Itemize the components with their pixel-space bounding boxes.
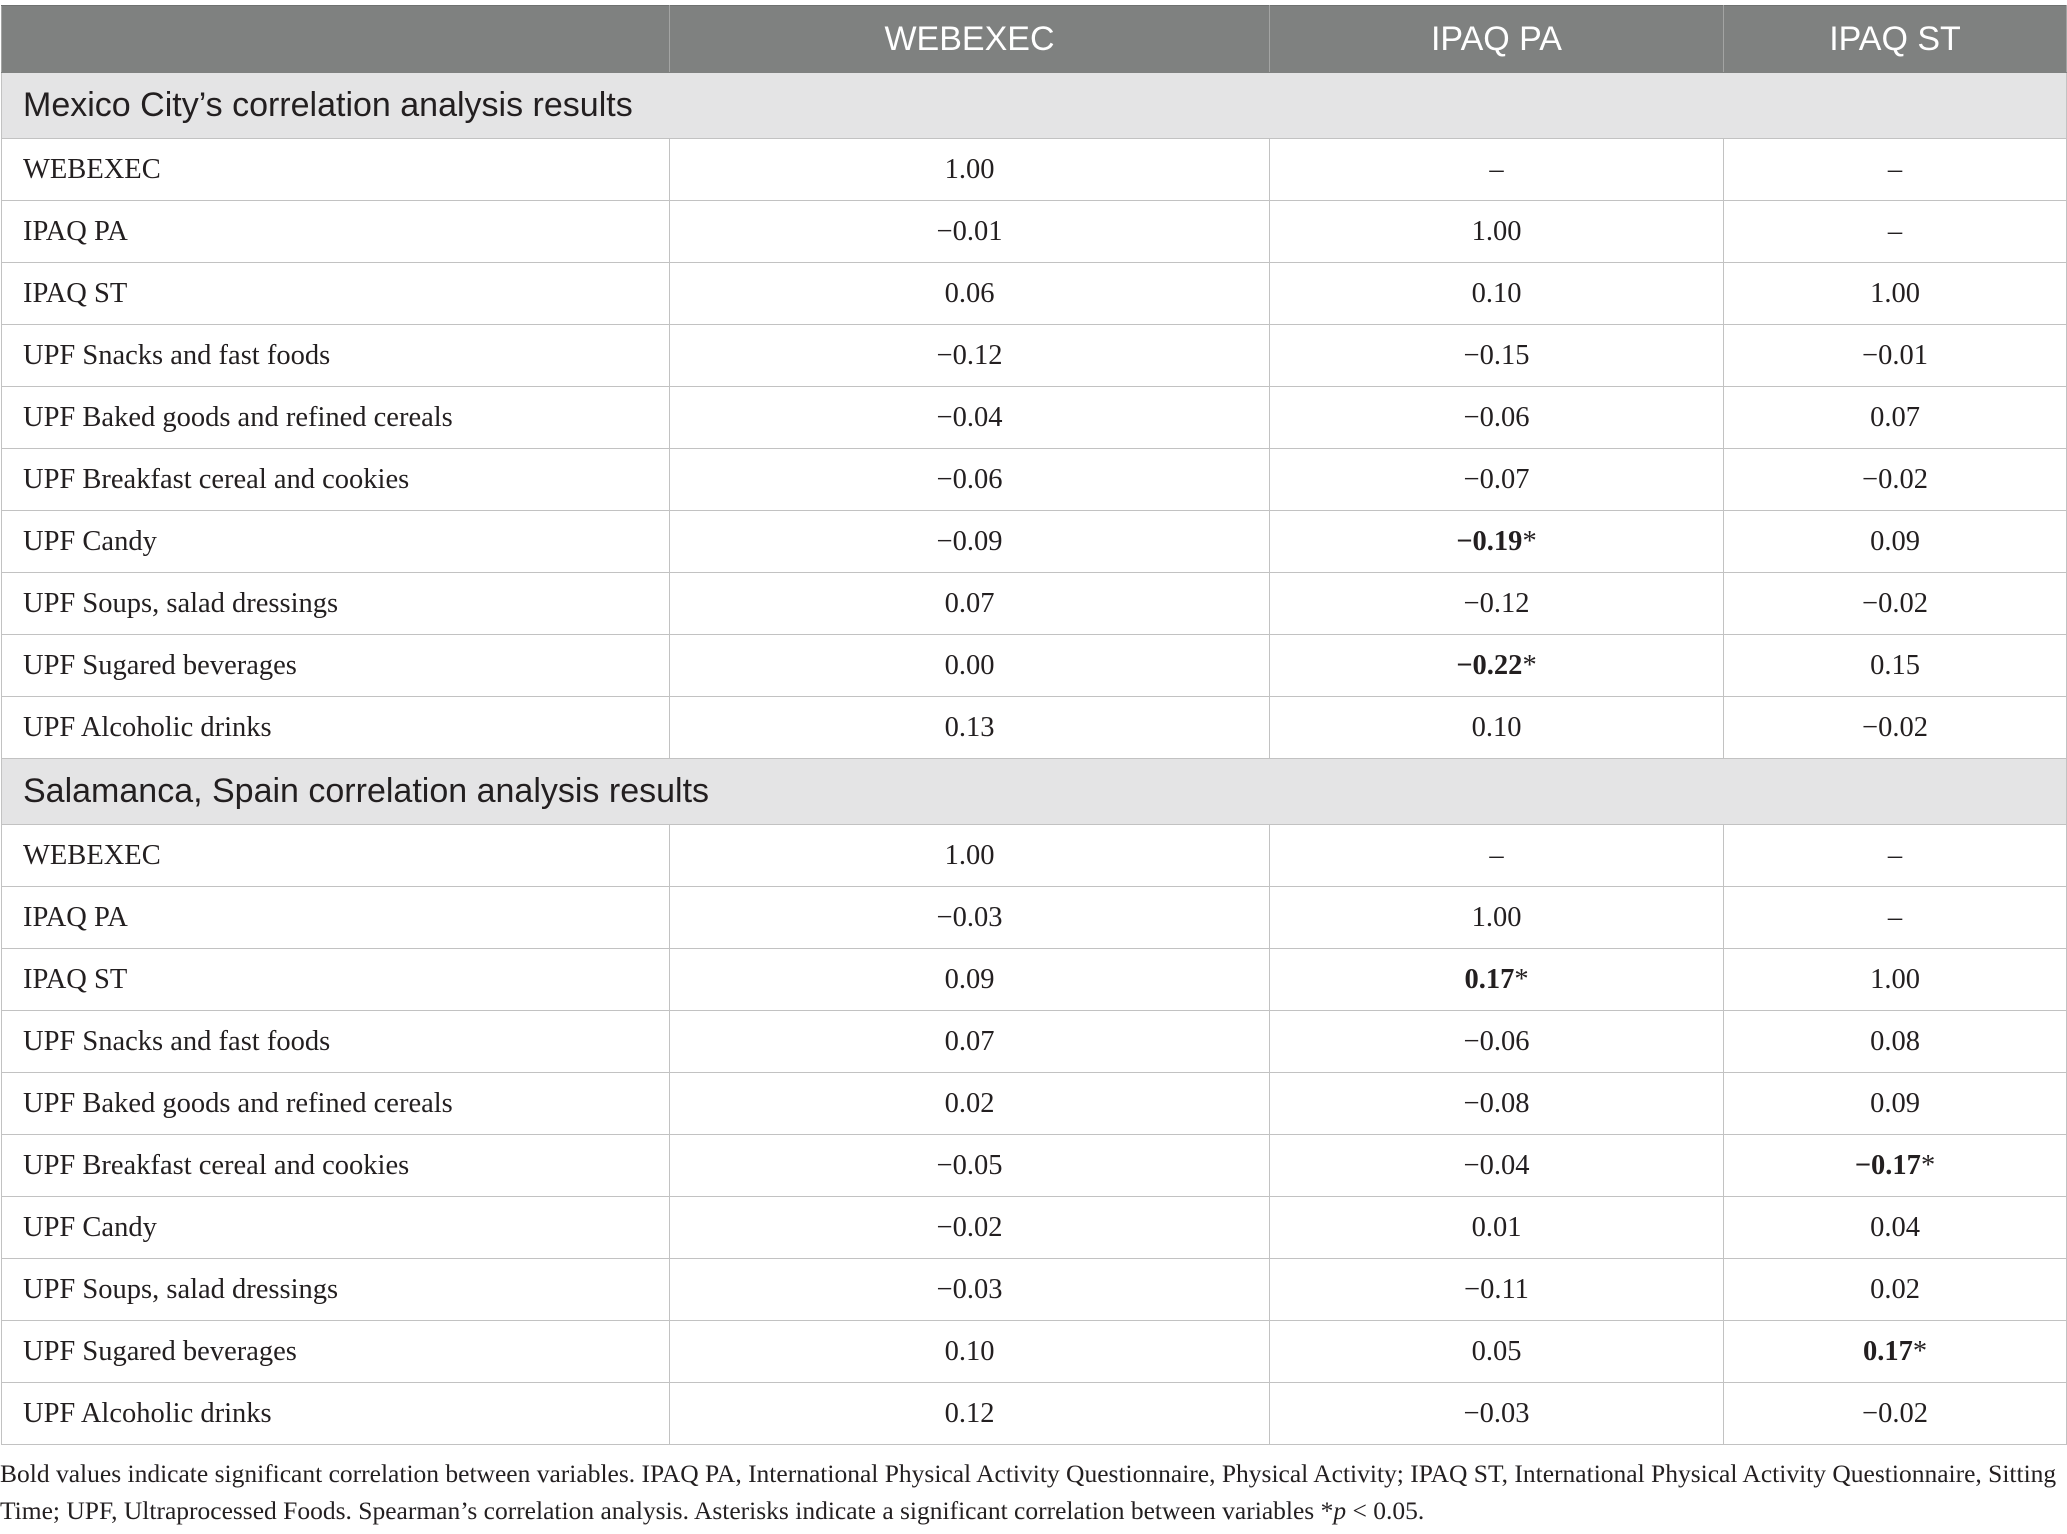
- cell-ipaq-st: –: [1724, 825, 2067, 887]
- cell-ipaq-pa: −0.12: [1270, 573, 1724, 635]
- cell-ipaq-st: 0.15: [1724, 635, 2067, 697]
- cell-ipaq-pa: 0.10: [1270, 263, 1724, 325]
- cell-ipaq-pa: –: [1270, 139, 1724, 201]
- table-row: [2, 263, 2067, 325]
- row-label: UPF Candy: [2, 511, 670, 573]
- cell-ipaq-st: –: [1724, 201, 2067, 263]
- cell-webexec: −0.02: [670, 1197, 1270, 1259]
- cell-ipaq-pa: −0.03: [1270, 1383, 1724, 1445]
- table-row: [2, 1383, 2067, 1445]
- cell-ipaq-st: −0.02: [1724, 697, 2067, 759]
- cell-ipaq-pa: −0.11: [1270, 1259, 1724, 1321]
- footnote-tail: < 0.05.: [1346, 1496, 1425, 1525]
- column-header-webexec: WEBEXEC: [670, 6, 1270, 73]
- cell-webexec: 0.09: [670, 949, 1270, 1011]
- row-label: IPAQ PA: [2, 887, 670, 949]
- section-header-mexico-city: [2, 73, 2067, 139]
- section-title: Salamanca, Spain correlation analysis results: [2, 759, 2067, 825]
- cell-ipaq-pa: −0.06: [1270, 387, 1724, 449]
- cell-webexec: 0.13: [670, 697, 1270, 759]
- significance-mark: *: [1514, 963, 1529, 995]
- row-label: IPAQ PA: [2, 201, 670, 263]
- table-row: [2, 387, 2067, 449]
- cell-ipaq-st: 0.02: [1724, 1259, 2067, 1321]
- cell-webexec: −0.03: [670, 887, 1270, 949]
- cell-webexec: −0.09: [670, 511, 1270, 573]
- row-label: UPF Soups, salad dressings: [2, 573, 670, 635]
- cell-ipaq-st: 0.04: [1724, 1197, 2067, 1259]
- table-row: [2, 635, 2067, 697]
- cell-webexec: 0.07: [670, 573, 1270, 635]
- cell-ipaq-st: [1724, 1135, 2067, 1197]
- table-row: [2, 511, 2067, 573]
- table-row: [2, 825, 2067, 887]
- column-header-ipaq-st: IPAQ ST: [1724, 6, 2067, 73]
- cell-ipaq-pa: −0.15: [1270, 325, 1724, 387]
- cell-webexec: −0.12: [670, 325, 1270, 387]
- table-row: [2, 1259, 2067, 1321]
- cell-ipaq-st: −0.02: [1724, 449, 2067, 511]
- cell-webexec: 1.00: [670, 825, 1270, 887]
- cell-ipaq-pa: 1.00: [1270, 887, 1724, 949]
- cell-ipaq-st: 0.09: [1724, 1073, 2067, 1135]
- cell-webexec: −0.04: [670, 387, 1270, 449]
- table-row: [2, 201, 2067, 263]
- cell-ipaq-st: 0.07: [1724, 387, 2067, 449]
- row-label: WEBEXEC: [2, 825, 670, 887]
- cell-webexec: −0.03: [670, 1259, 1270, 1321]
- cell-ipaq-pa: [1270, 511, 1724, 573]
- row-label: UPF Breakfast cereal and cookies: [2, 449, 670, 511]
- cell-ipaq-pa: −0.08: [1270, 1073, 1724, 1135]
- cell-webexec: 0.00: [670, 635, 1270, 697]
- row-label: UPF Snacks and fast foods: [2, 1011, 670, 1073]
- cell-webexec: 0.02: [670, 1073, 1270, 1135]
- cell-ipaq-st: −0.02: [1724, 573, 2067, 635]
- significant-value: −0.19: [1456, 525, 1523, 557]
- table-row: [2, 325, 2067, 387]
- table-row: [2, 449, 2067, 511]
- cell-ipaq-st: 1.00: [1724, 263, 2067, 325]
- significant-value: 0.17: [1464, 963, 1515, 995]
- table-row: [2, 887, 2067, 949]
- table-row: [2, 1073, 2067, 1135]
- cell-ipaq-st: –: [1724, 139, 2067, 201]
- row-label: UPF Alcoholic drinks: [2, 1383, 670, 1445]
- table-row: [2, 1135, 2067, 1197]
- cell-ipaq-st: −0.02: [1724, 1383, 2067, 1445]
- cell-webexec: 1.00: [670, 139, 1270, 201]
- row-label: UPF Baked goods and refined cereals: [2, 1073, 670, 1135]
- table-row: [2, 139, 2067, 201]
- table-footnote: [0, 1455, 2062, 1529]
- significance-mark: *: [1522, 525, 1537, 557]
- significant-value: 0.17: [1862, 1335, 1913, 1367]
- cell-ipaq-pa: –: [1270, 825, 1724, 887]
- cell-ipaq-st: –: [1724, 887, 2067, 949]
- cell-ipaq-st: 1.00: [1724, 949, 2067, 1011]
- footnote-text: Bold values indicate significant correlation between variables. IPAQ PA, International Physical Activity Questionnaire, Physical Activity; IPAQ ST, International Physical Activity Questionnaire, Sitting Time; UPF, Ultraprocessed Foods. Spearman’s correlation analysis. Asterisks indicate a significant correlation between variables *: [0, 1459, 2057, 1525]
- row-label: IPAQ ST: [2, 263, 670, 325]
- cell-ipaq-pa: [1270, 949, 1724, 1011]
- correlation-table: [1, 5, 2067, 1445]
- column-header-variable: [2, 6, 670, 73]
- cell-ipaq-st: [1724, 1321, 2067, 1383]
- cell-ipaq-pa: 0.05: [1270, 1321, 1724, 1383]
- cell-webexec: 0.12: [670, 1383, 1270, 1445]
- table-row: [2, 1321, 2067, 1383]
- cell-webexec: −0.05: [670, 1135, 1270, 1197]
- significant-value: −0.17: [1854, 1149, 1921, 1181]
- section-title: Mexico City’s correlation analysis results: [2, 73, 2067, 139]
- cell-ipaq-pa: −0.04: [1270, 1135, 1724, 1197]
- cell-ipaq-pa: 1.00: [1270, 201, 1724, 263]
- row-label: UPF Baked goods and refined cereals: [2, 387, 670, 449]
- table-row: [2, 1011, 2067, 1073]
- row-label: UPF Sugared beverages: [2, 635, 670, 697]
- correlation-table-container: [1, 5, 2066, 1445]
- row-label: UPF Breakfast cereal and cookies: [2, 1135, 670, 1197]
- table-row: [2, 1197, 2067, 1259]
- significance-mark: *: [1912, 1335, 1928, 1367]
- cell-webexec: 0.06: [670, 263, 1270, 325]
- row-label: UPF Alcoholic drinks: [2, 697, 670, 759]
- cell-webexec: −0.01: [670, 201, 1270, 263]
- cell-ipaq-st: −0.01: [1724, 325, 2067, 387]
- significant-value: −0.22: [1456, 649, 1523, 681]
- cell-ipaq-pa: −0.07: [1270, 449, 1724, 511]
- table-row: [2, 697, 2067, 759]
- cell-ipaq-pa: 0.10: [1270, 697, 1724, 759]
- column-header-ipaq-pa: IPAQ PA: [1270, 6, 1724, 73]
- cell-webexec: 0.07: [670, 1011, 1270, 1073]
- cell-ipaq-st: 0.09: [1724, 511, 2067, 573]
- cell-ipaq-pa: −0.06: [1270, 1011, 1724, 1073]
- row-label: UPF Candy: [2, 1197, 670, 1259]
- row-label: WEBEXEC: [2, 139, 670, 201]
- cell-ipaq-pa: 0.01: [1270, 1197, 1724, 1259]
- footnote-p-symbol: p: [1333, 1496, 1347, 1525]
- significance-mark: *: [1522, 649, 1537, 681]
- section-header-salamanca: [2, 759, 2067, 825]
- table-row: [2, 573, 2067, 635]
- row-label: UPF Snacks and fast foods: [2, 325, 670, 387]
- row-label: UPF Sugared beverages: [2, 1321, 670, 1383]
- header-row: [2, 6, 2067, 73]
- row-label: UPF Soups, salad dressings: [2, 1259, 670, 1321]
- cell-webexec: −0.06: [670, 449, 1270, 511]
- row-label: IPAQ ST: [2, 949, 670, 1011]
- table-row: [2, 949, 2067, 1011]
- significance-mark: *: [1920, 1149, 1936, 1181]
- cell-ipaq-pa: [1270, 635, 1724, 697]
- cell-ipaq-st: 0.08: [1724, 1011, 2067, 1073]
- cell-webexec: 0.10: [670, 1321, 1270, 1383]
